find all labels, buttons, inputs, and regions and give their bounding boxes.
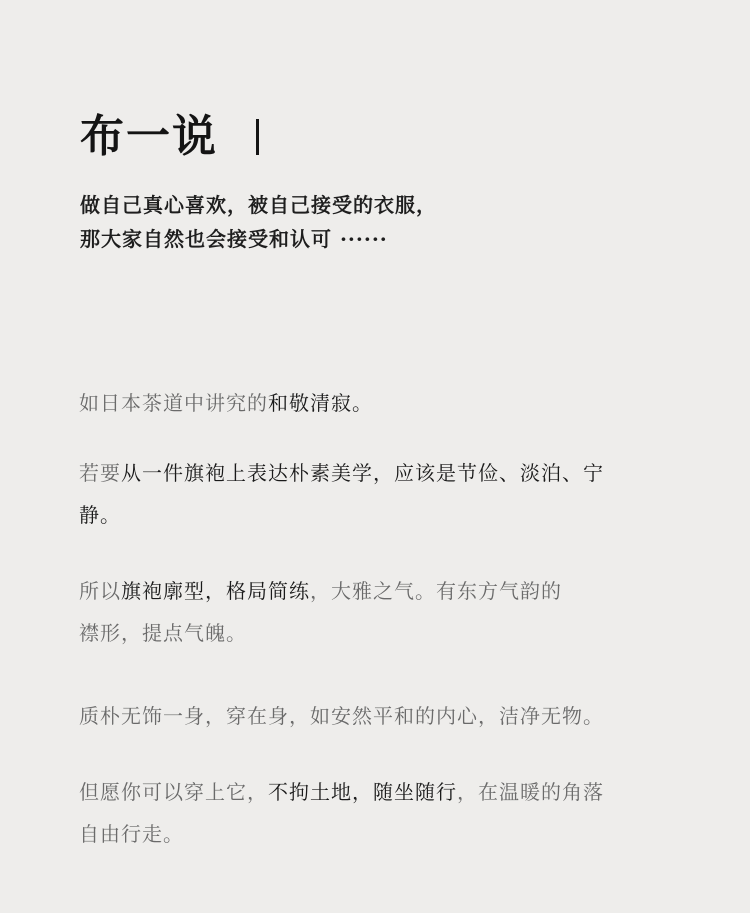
paragraph-wish <box>79 771 604 855</box>
highlight-segment: 和敬清寂。 <box>268 391 373 415</box>
paragraph-line <box>79 771 604 813</box>
text-segment: 自由行走。 <box>79 822 184 846</box>
tagline-line: 做自己真心喜欢，被自己接受的衣服， <box>80 193 437 217</box>
highlight-segment: 旗袍廓型，格局简练 <box>121 579 310 603</box>
text-segment: 如日本茶道中讲究的 <box>79 391 268 415</box>
paragraph-line <box>79 695 604 737</box>
paragraph-line <box>79 612 562 654</box>
paragraph-line <box>79 382 373 424</box>
paragraph-line <box>79 570 562 612</box>
paragraph-tea-ceremony <box>79 382 373 424</box>
paragraph-aesthetics <box>79 452 604 536</box>
text-segment: 所以 <box>79 579 121 603</box>
highlight-segment: 静。 <box>79 503 121 527</box>
paragraph-line <box>79 494 604 536</box>
text-segment: 若要 <box>79 461 121 485</box>
paragraph-line <box>79 452 604 494</box>
text-segment: 但愿你可以穿上它， <box>79 780 268 804</box>
text-segment: ，在温暖的角落 <box>457 780 604 804</box>
text-segment: 襟形，提点气魄。 <box>79 621 247 645</box>
highlight-segment: 不拘土地，随坐随行 <box>268 780 457 804</box>
text-segment: 质朴无饰一身，穿在身，如安然平和的内心，洁净无物。 <box>79 704 604 728</box>
highlight-segment: 从一件旗袍上表达朴素美学，应该是节俭、淡泊、宁 <box>121 461 604 485</box>
paragraph-silhouette <box>79 570 562 654</box>
title-divider <box>256 119 259 155</box>
page-title: 布一说 <box>80 111 218 162</box>
paragraph-line <box>79 813 604 855</box>
tagline <box>80 188 437 256</box>
text-segment: ，大雅之气。有东方气韵的 <box>310 579 562 603</box>
tagline-line: 那大家自然也会接受和认可 ······ <box>80 227 388 251</box>
paragraph-simplicity <box>79 695 604 737</box>
